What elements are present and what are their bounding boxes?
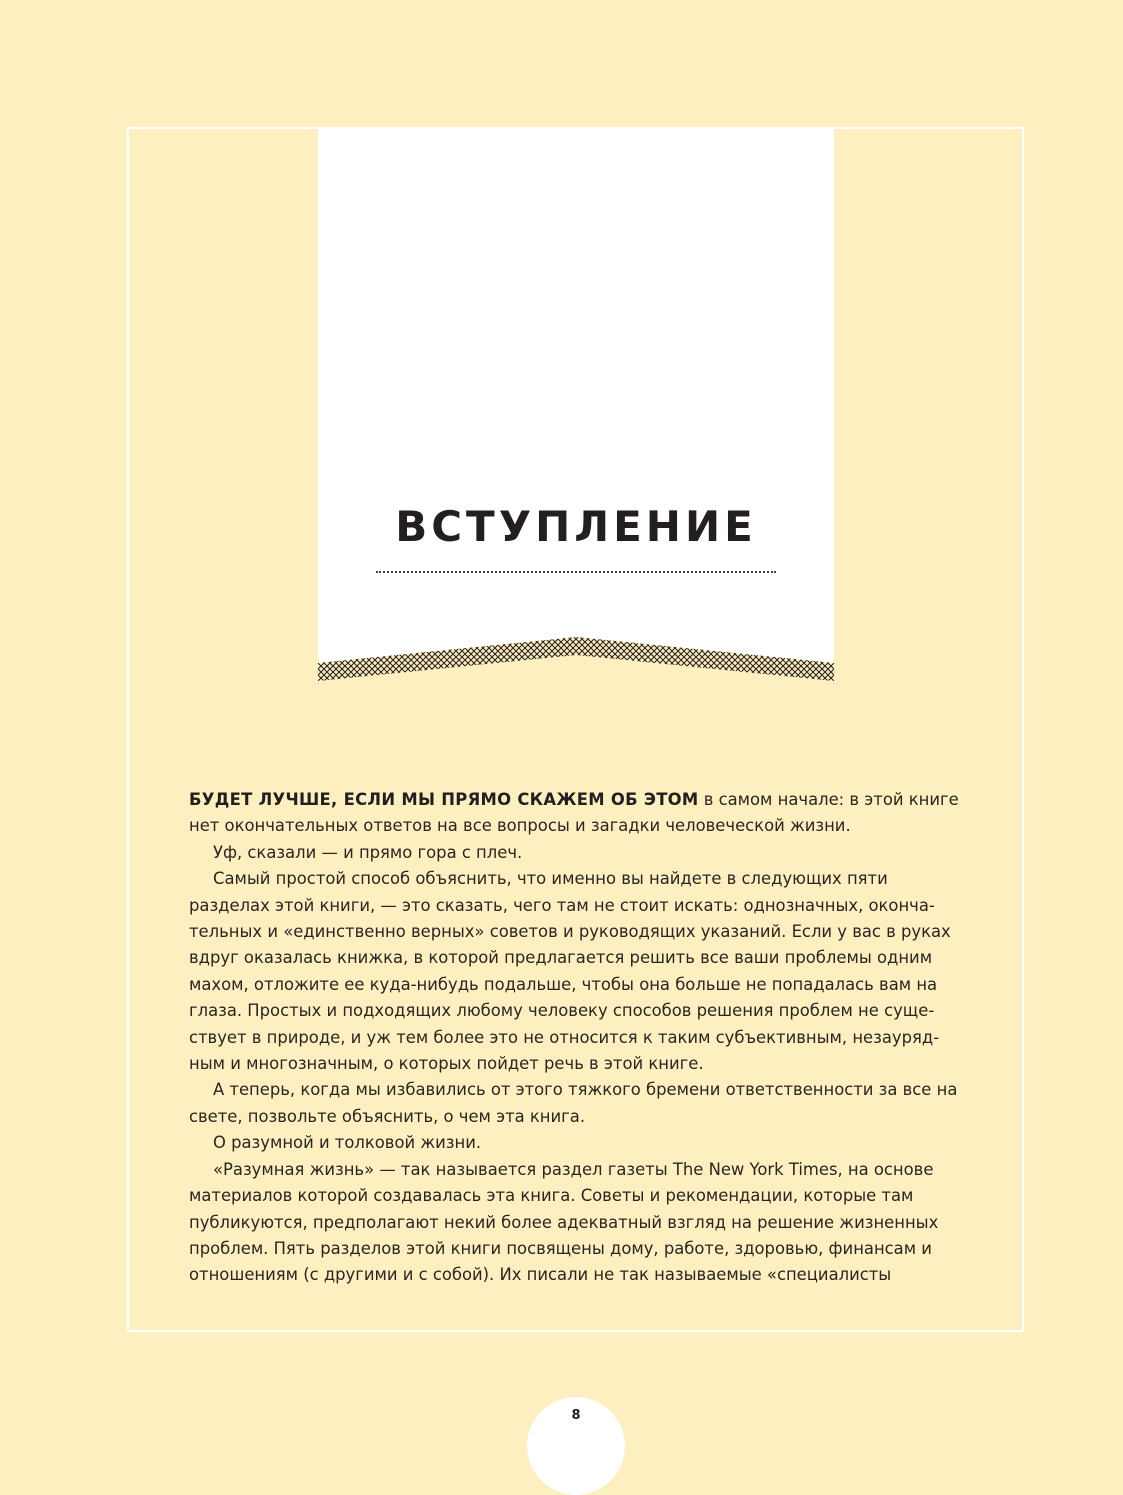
banner-shape xyxy=(318,129,834,681)
lead-in-rest: в самом начале: в этой книге нет окончательных ответов на все вопросы и загадки человеческой жизни. xyxy=(189,790,959,836)
paragraph-1 xyxy=(189,787,969,840)
paragraph-2: Уф, сказали — и прямо гора с плеч. xyxy=(213,842,523,862)
page-title: ВСТУПЛЕНИЕ xyxy=(395,502,757,551)
title-dotted-rule xyxy=(376,565,776,573)
body-text xyxy=(189,787,969,1289)
paragraph-3: Самый простой способ объяснить, что именно вы найдете в следующих пяти разделах этой книги, — это сказать, чего там не стоит искать: однозначных, окончательных и «единственно верных» советов и руководящих указаний. Если у вас в руках вдруг оказалась книжка, в которой предлагается решить все ваши проблемы одним махом, отложите ее куда-нибудь подальше, чтобы она больше не попадалась вам на глаза. Простых и подходящих любому человеку способов решения проблем не существует в природе, и уж тем более это не относится к таким субъективным, незаурядным и многозначным, о которых пойдет речь в этой книге. xyxy=(189,869,951,1074)
paragraph-4: А теперь, когда мы избавились от этого тяжкого бремени ответственности за все на свете, позвольте объяснить, о чем эта книга. xyxy=(189,1080,958,1126)
lead-in-caps: БУДЕТ ЛУЧШЕ, ЕСЛИ МЫ ПРЯМО СКАЖЕМ ОБ ЭТОМ xyxy=(189,790,699,809)
paragraph-5: О разумной и толковой жизни. xyxy=(213,1133,482,1153)
title-banner xyxy=(318,129,834,681)
banner-body xyxy=(318,129,834,663)
page-number: 8 xyxy=(571,1408,581,1423)
paragraph-6: «Разумная жизнь» — так называется раздел газеты The New York Times, на основе материалов которой создавалась эта книга. Советы и рекомендации, которые там публикуются, предполагают некий более адекватный взгляд на решение жизненных проблем. Пять разделов этой книги посвящены дому, работе, здоровью, финансам и отношениям (с другими и с собой). Их писали не так называемые «специалисты xyxy=(189,1159,939,1285)
